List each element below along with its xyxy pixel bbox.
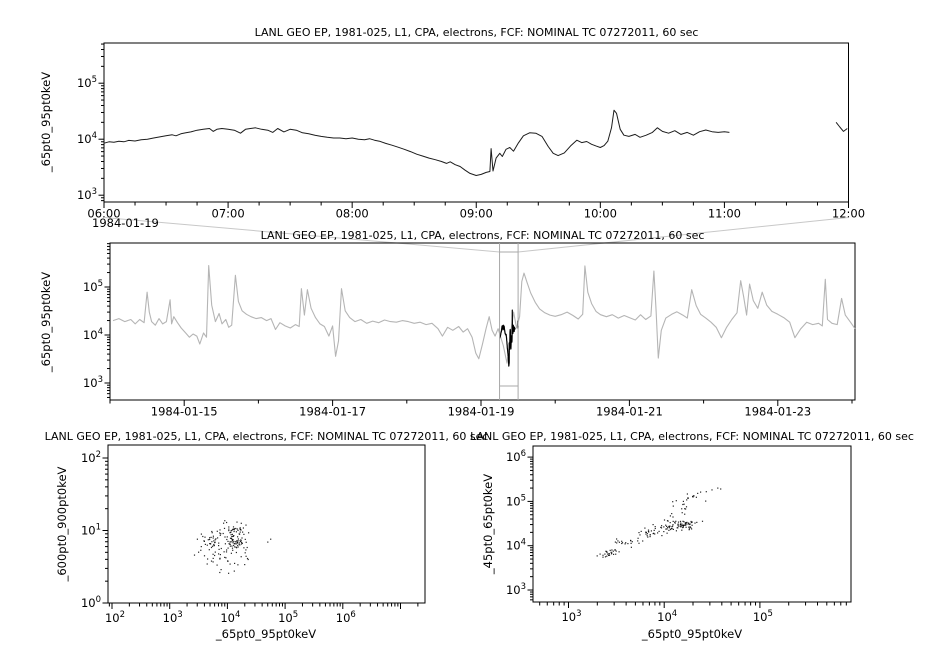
timeseries-detail-x-ticks — [87, 202, 865, 221]
tick-label: 06:00 — [87, 206, 121, 221]
timeseries-context-y-ticks — [83, 244, 110, 398]
timeseries-context-x-ticks — [110, 400, 852, 419]
plot-frame-scatter-45-65[interactable] — [533, 446, 851, 602]
xaxis-label-scatter-600-900: _65pt0_95pt0keV — [215, 627, 317, 641]
tick-label: 1984-01-21 — [595, 404, 663, 419]
yaxis-label-scatter-600-900: _600pt0_900pt0keV — [55, 466, 69, 582]
xaxis-label-scatter-45-65: _65pt0_95pt0keV — [641, 627, 743, 641]
tick-label: $10^0$ — [80, 595, 101, 610]
scatter-600-900-y-ticks — [81, 450, 108, 610]
tick-label: $10^3$ — [505, 582, 526, 597]
tick-label: $10^6$ — [505, 449, 526, 465]
tick-label: $10^5$ — [752, 609, 773, 624]
xaxis-date-label: 1984-01-19 — [92, 216, 159, 230]
tick-label: 09:00 — [459, 206, 493, 221]
tick-label: 1984-01-23 — [744, 404, 812, 419]
title-timeseries-context: LANL GEO EP, 1981-025, L1, CPA, electrons, FCF: NOMINAL TC 07272011, 60 sec — [260, 229, 705, 242]
tick-label: $10^3$ — [162, 610, 183, 625]
tick-label: 12:00 — [831, 206, 866, 221]
series-line-detail — [836, 122, 847, 131]
tick-label: $10^5$ — [505, 493, 526, 509]
scatter-600-900-x-ticks — [105, 603, 418, 625]
yaxis-label-detail: _65pt0_95pt0keV — [39, 71, 53, 173]
tick-label: $10^3$ — [76, 187, 97, 203]
tick-label: 10:00 — [583, 206, 617, 221]
title-scatter-45-65: LANL GEO EP, 1981-025, L1, CPA, electrons, FCF: NOMINAL TC 07272011, 60 sec — [470, 430, 914, 443]
tick-label: $10^2$ — [104, 610, 126, 625]
tick-label: $10^6$ — [335, 610, 356, 625]
tick-label: 1984-01-15 — [150, 404, 218, 419]
title-timeseries-detail: LANL GEO EP, 1981-025, L1, CPA, electrons, FCF: NOMINAL TC 07272011, 60 sec — [254, 26, 699, 39]
scatter-points-scatter-600-900 — [194, 520, 271, 574]
scatter-45-65-x-ticks — [540, 602, 847, 624]
tick-label: $10^2$ — [80, 450, 101, 465]
tick-label: $10^4$ — [76, 131, 97, 147]
tick-label: $10^5$ — [278, 610, 299, 625]
tick-label: 1984-01-17 — [299, 404, 367, 419]
plot-frame-scatter-600-900[interactable] — [108, 445, 425, 603]
tick-label: $10^1$ — [80, 522, 101, 538]
title-scatter-600-900: LANL GEO EP, 1981-025, L1, CPA, electrons, FCF: NOMINAL TC 07272011, 60 sec — [44, 430, 489, 443]
tick-label: $10^5$ — [82, 279, 103, 294]
tick-label: 1984-01-19 — [447, 404, 515, 419]
series-line-detail — [104, 110, 729, 175]
yaxis-label-scatter-45-65: _45pt0_65pt0keV — [481, 473, 495, 575]
scatter-points-scatter-45-65 — [597, 488, 722, 558]
scatter-45-65-y-ticks — [506, 449, 533, 600]
tick-label: 08:00 — [335, 206, 369, 221]
tick-label: $10^4$ — [505, 537, 526, 553]
tick-label: $10^4$ — [220, 610, 241, 625]
tick-label: $10^5$ — [76, 75, 97, 91]
tick-label: $10^4$ — [657, 609, 678, 624]
series-line-context — [113, 266, 855, 364]
tick-label: $10^4$ — [82, 327, 103, 342]
tick-label: $10^3$ — [82, 375, 103, 390]
plot-frame-timeseries-detail[interactable] — [104, 43, 849, 202]
yaxis-label-context: _65pt0_95pt0keV — [39, 271, 53, 373]
tick-label: 11:00 — [707, 206, 741, 221]
timeseries-detail-y-ticks — [77, 44, 104, 202]
tick-label: $10^3$ — [561, 609, 582, 624]
tick-label: 07:00 — [211, 206, 245, 221]
